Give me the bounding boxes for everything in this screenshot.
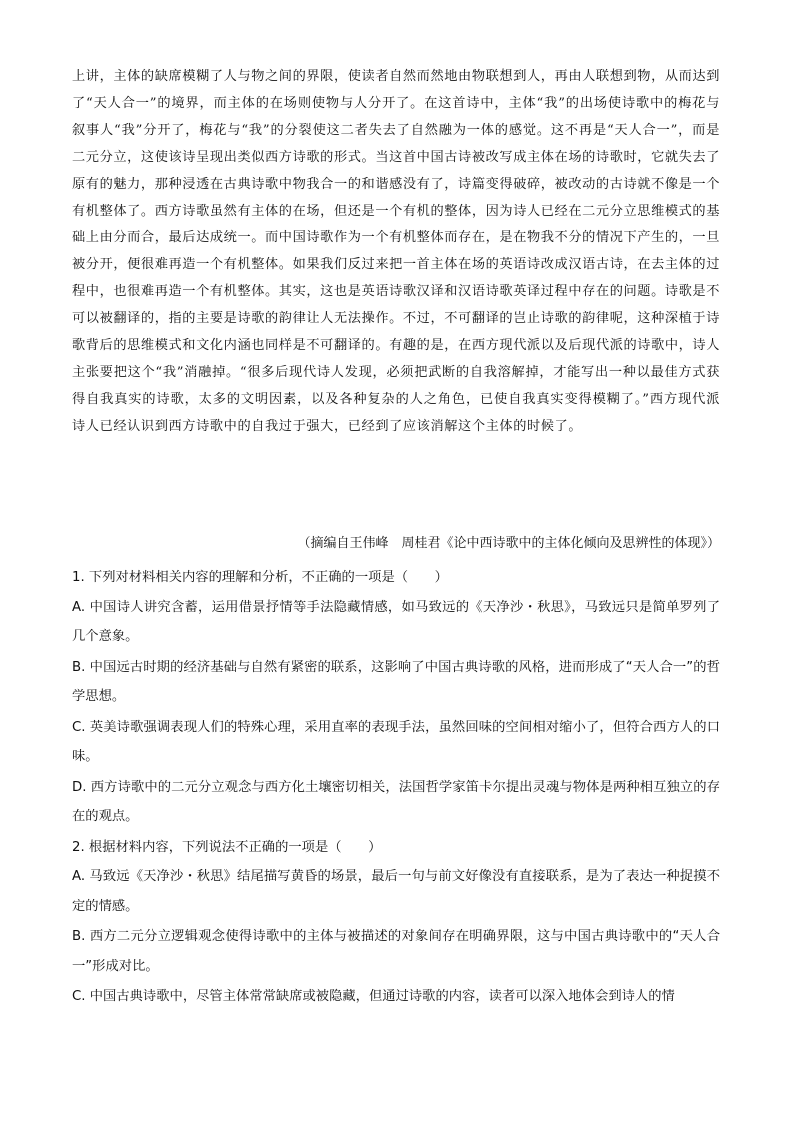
question-1 xyxy=(72,563,720,832)
reading-passage: 上讲，主体的缺席模糊了人与物之间的界限，使读者自然而然地由物联想到人，再由人联想到物，从而达到了“天人合一”的境界，而主体的在场则使物与人分开了。在这首诗中，主体“我”的出场使诗歌中的梅花与叙事人“我”分开了，梅花与“我”的分裂使这二者失去了自然融为一体的感觉。这不再是“天人合一”，而是二元分立，这使该诗呈现出类似西方诗歌的形式。当这首中国古诗被改写成主体在场的诗歌时，它就失去了原有的魅力，那种浸透在古典诗歌中物我合一的和谐感没有了，诗篇变得破碎，被改动的古诗就不像是一个有机整体了。西方诗歌虽然有主体的在场，但还是一个有机的整体，因为诗人已经在二元分立思维模式的基础上由分而合，最后达成统一。而中国诗歌作为一个有机整体而存在，是在物我不分的情况下产生的，一旦被分开，便很难再造一个有机整体。如果我们反过来把一首主体在场的英语诗改成汉语古诗，在去主体的过程中，也很难再造一个有机整体。其实，这也是英语诗歌汉译和汉语诗歌英译过程中存在的问题。诗歌是不可以被翻译的，指的主要是诗歌的韵律让人无法操作。不过，不可翻译的岂止诗歌的韵律呢，这种深植于诗歌背后的思维模式和文化内涵也同样是不可翻译的。有趣的是，在西方现代派以及后现代派的诗歌中，诗人主张要把这个“我”消融掉。“很多后现代诗人发现，必须把武断的自我溶解掉，才能写出一种以最佳方式获得自我真实的诗歌，太多的文明因素，以及各种复杂的人之角色，已使自我真实变得模糊了。”西方现代派诗人已经认识到西方诗歌中的自我过于强大，已经到了应该消解这个主体的时候了。 xyxy=(72,69,721,434)
option-b: B. 西方二元分立逻辑观念使得诗歌中的主体与被描述的对象间存在明确界限，这与中国古典诗歌中的“天人合一”形成对比。 xyxy=(72,929,720,974)
option-a: A. 中国诗人讲究含蓄，运用借景抒情等手法隐藏情感，如马致远的《天净沙・秋思》，马致远只是简单罗列了几个意象。 xyxy=(72,599,720,644)
option-a: A. 马致远《天净沙・秋思》结尾描写黄昏的场景，最后一句与前文好像没有直接联系，是为了表达一种捉摸不定的情感。 xyxy=(72,869,720,914)
question-stem: 2. 根据材料内容，下列说法不正确的一项是（ ） xyxy=(72,839,382,855)
question-stem: 1. 下列对材料相关内容的理解和分析，不正确的一项是（ ） xyxy=(72,570,448,585)
question-list xyxy=(72,563,720,1013)
option-b: B. 中国远古时期的经济基础与自然有紧密的联系，这影响了中国古典诗歌的风格，进而形成了“天人合一”的哲学思想。 xyxy=(72,659,720,704)
option-c: C. 中国古典诗歌中，尽管主体常常缺席或被隐藏，但通过诗歌的内容，读者可以深入地体会到诗人的情 xyxy=(72,989,675,1004)
passage-source-citation: （摘编自王伟峰 周桂君《论中西诗歌中的主体化倾向及思辨性的体现》） xyxy=(297,536,720,551)
option-c: C. 英美诗歌强调表现人们的特殊心理，采用直率的表现手法，虽然回味的空间相对缩小了，但符合西方人的口味。 xyxy=(72,719,720,764)
option-d: D. 西方诗歌中的二元分立观念与西方化土壤密切相关，法国哲学家笛卡尔提出灵魂与物体是两种相互独立的存在的观点。 xyxy=(72,779,720,824)
question-2 xyxy=(72,833,720,1012)
